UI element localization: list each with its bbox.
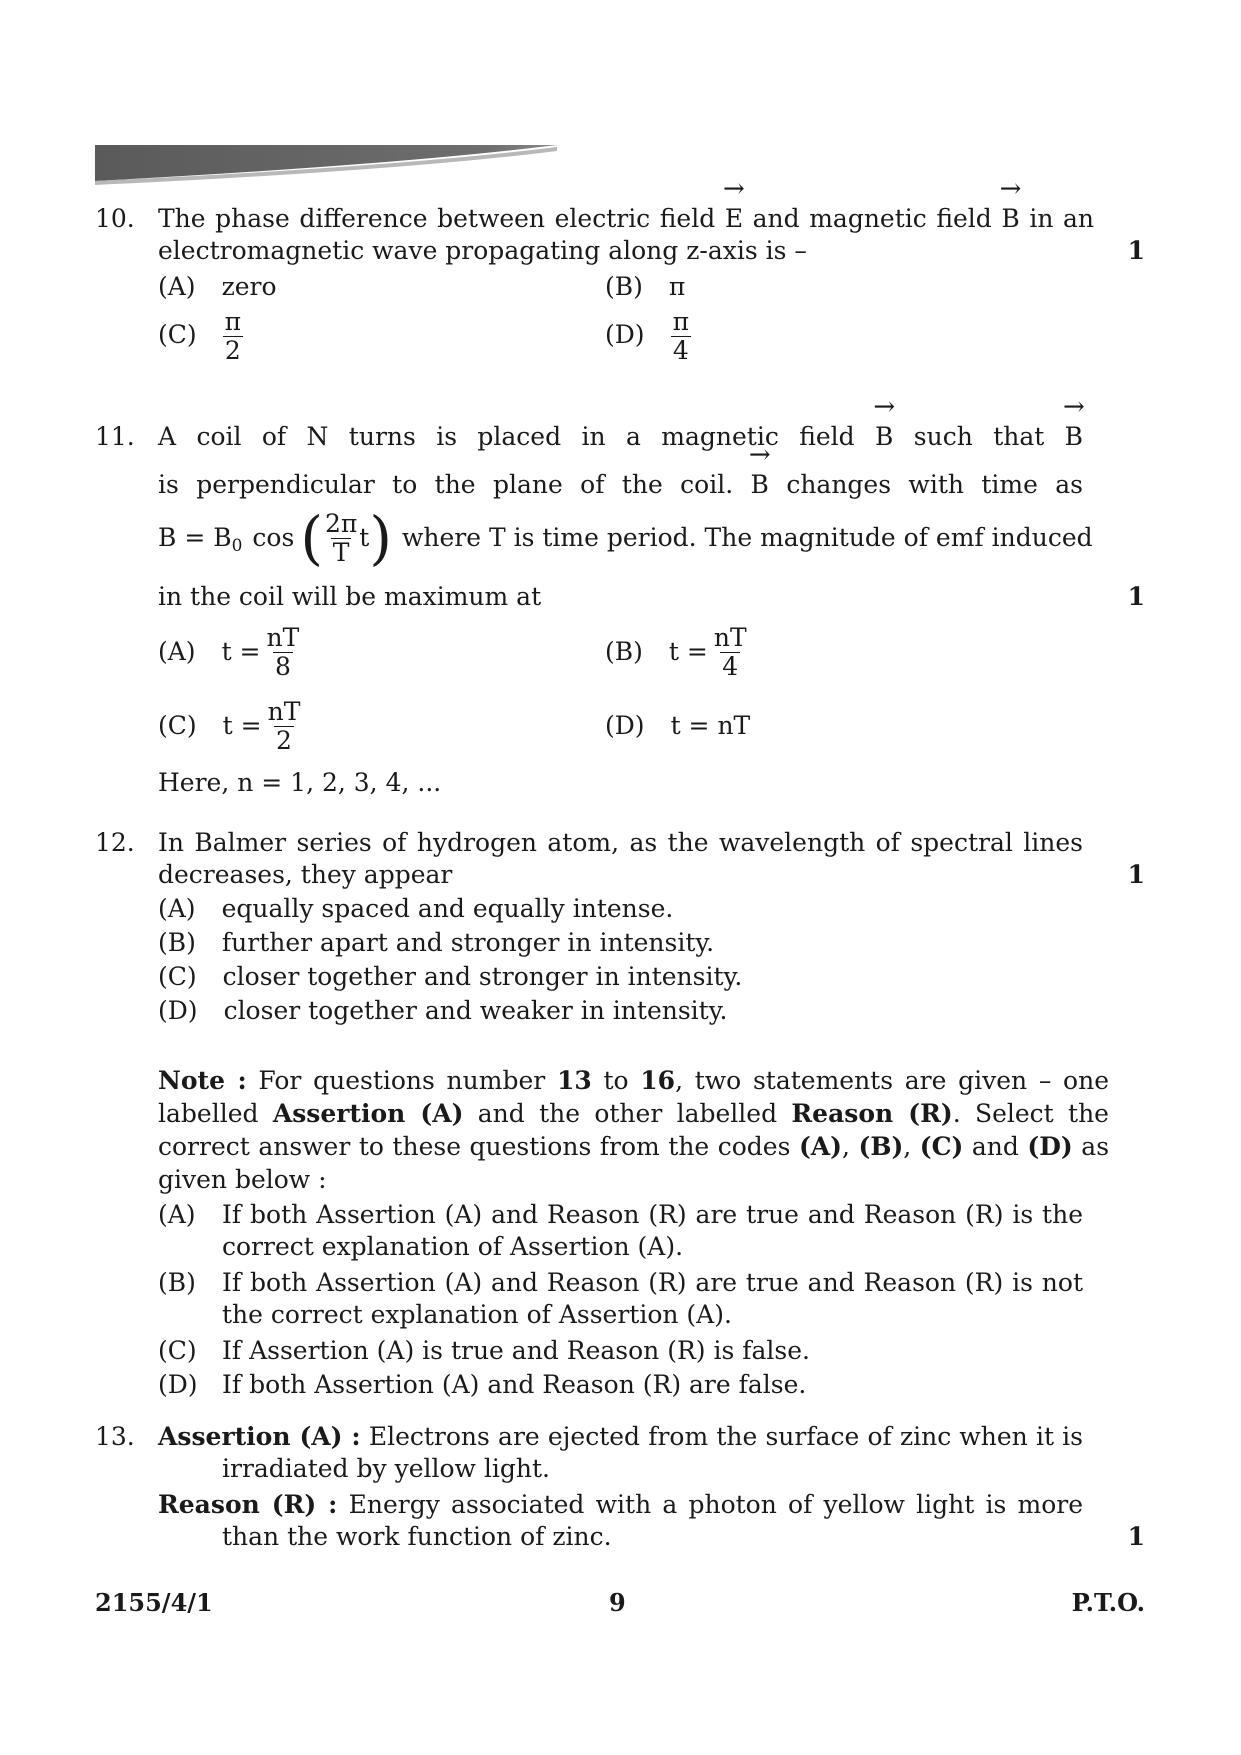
fraction: $\frac{nT}{8}$	[266, 622, 300, 681]
option-c: (C) closer together and stronger in intensity.	[158, 962, 743, 991]
reason-line-2: than the work function of zinc.	[222, 1522, 612, 1551]
page-number: 9	[609, 1588, 626, 1617]
marks: 1	[1127, 1522, 1145, 1551]
note-line-4: given below :	[158, 1165, 327, 1194]
question-10-line-1: The phase difference between electric field → E and magnetic field → B in an	[158, 204, 1094, 234]
question-11-line-1: A coil of N turns is placed in a magnetic field → B such that → B	[158, 422, 1083, 452]
option-b: (B) t = $\frac{nT}{4}$	[605, 622, 747, 681]
question-12-line-2: decreases, they appear	[158, 860, 453, 889]
assertion-line-1: Assertion (A) : Electrons are ejected from the surface of zinc when it is	[158, 1422, 1083, 1451]
left-paren: (	[300, 504, 323, 572]
question-number: 13.	[95, 1422, 135, 1451]
fraction: $\frac{nT}{4}$	[713, 622, 747, 681]
question-11-equation-line: B = B $_0$ cos ( $\frac{2\pi}{T}$ t ) where T is time period. The magnitude of emf induced	[158, 504, 1093, 572]
right-paren: )	[369, 504, 392, 572]
fraction: $\frac{nT}{2}$	[267, 696, 301, 755]
header-banner	[95, 145, 557, 185]
option-c: (C) $\frac{\pi}{2}$	[158, 307, 242, 365]
paper-code: 2155/4/1	[95, 1588, 213, 1617]
vector-b: → B	[751, 470, 769, 500]
vector-b: → B	[875, 422, 893, 452]
code-d-label: (D)	[158, 1370, 198, 1399]
question-11-note: Here, n = 1, 2, 3, 4, ...	[158, 768, 442, 797]
marks: 1	[1127, 236, 1145, 265]
question-11-line-2: is perpendicular to the plane of the coil. → B changes with time as	[158, 470, 1083, 500]
option-a: (A) t = $\frac{nT}{8}$	[158, 622, 300, 681]
option-a: (A) equally spaced and equally intense.	[158, 894, 674, 923]
note-line-2: labelled Assertion (A) and the other labelled Reason (R). Select the	[158, 1099, 1109, 1128]
code-d-line-1: If both Assertion (A) and Reason (R) are false.	[222, 1370, 807, 1399]
please-turn-over: P.T.O.	[1071, 1588, 1145, 1617]
option-d: (D) closer together and weaker in intensity.	[158, 996, 728, 1025]
question-number: 11.	[95, 422, 135, 451]
question-10-line-2: electromagnetic wave propagating along z-axis is –	[158, 236, 807, 265]
code-c-line-1: If Assertion (A) is true and Reason (R) is false.	[222, 1336, 810, 1365]
fraction: $\frac{\pi}{2}$	[224, 307, 242, 365]
code-c-label: (C)	[158, 1336, 197, 1365]
option-c: (C) t = $\frac{nT}{2}$	[158, 696, 301, 755]
question-12-line-1: In Balmer series of hydrogen atom, as the wavelength of spectral lines	[158, 828, 1083, 857]
option-b: (B) π	[605, 272, 686, 301]
option-b: (B) further apart and stronger in intensity.	[158, 928, 715, 957]
option-a: (A) zero	[158, 272, 277, 301]
question-number: 10.	[95, 204, 135, 233]
question-11-line-4: in the coil will be maximum at	[158, 582, 542, 611]
code-b-label: (B)	[158, 1268, 196, 1297]
code-a-line-2: correct explanation of Assertion (A).	[222, 1232, 684, 1261]
question-number: 12.	[95, 828, 135, 857]
option-d: (D) t = nT	[605, 711, 751, 740]
fraction: $\frac{\pi}{4}$	[672, 307, 689, 365]
fraction: $\frac{2\pi}{T}$	[324, 508, 358, 567]
vector-b: → B	[1001, 204, 1019, 234]
code-a-label: (A)	[158, 1200, 196, 1229]
option-d: (D) $\frac{\pi}{4}$	[605, 307, 689, 365]
vector-e: → E	[725, 204, 743, 234]
code-b-line-1: If both Assertion (A) and Reason (R) are true and Reason (R) is not	[222, 1268, 1083, 1297]
vector-b: → B	[1065, 422, 1083, 452]
marks: 1	[1127, 582, 1145, 611]
marks: 1	[1127, 860, 1145, 889]
reason-line-1: Reason (R) : Energy associated with a photon of yellow light is more	[158, 1490, 1083, 1519]
code-b-line-2: the correct explanation of Assertion (A).	[222, 1300, 732, 1329]
note-line-3: correct answer to these questions from the codes (A), (B), (C) and (D) as	[158, 1132, 1110, 1161]
code-a-line-1: If both Assertion (A) and Reason (R) are true and Reason (R) is the	[222, 1200, 1083, 1229]
note-line-1: Note : For questions number 13 to 16, two statements are given – one	[158, 1066, 1109, 1095]
assertion-line-2: irradiated by yellow light.	[222, 1454, 550, 1483]
